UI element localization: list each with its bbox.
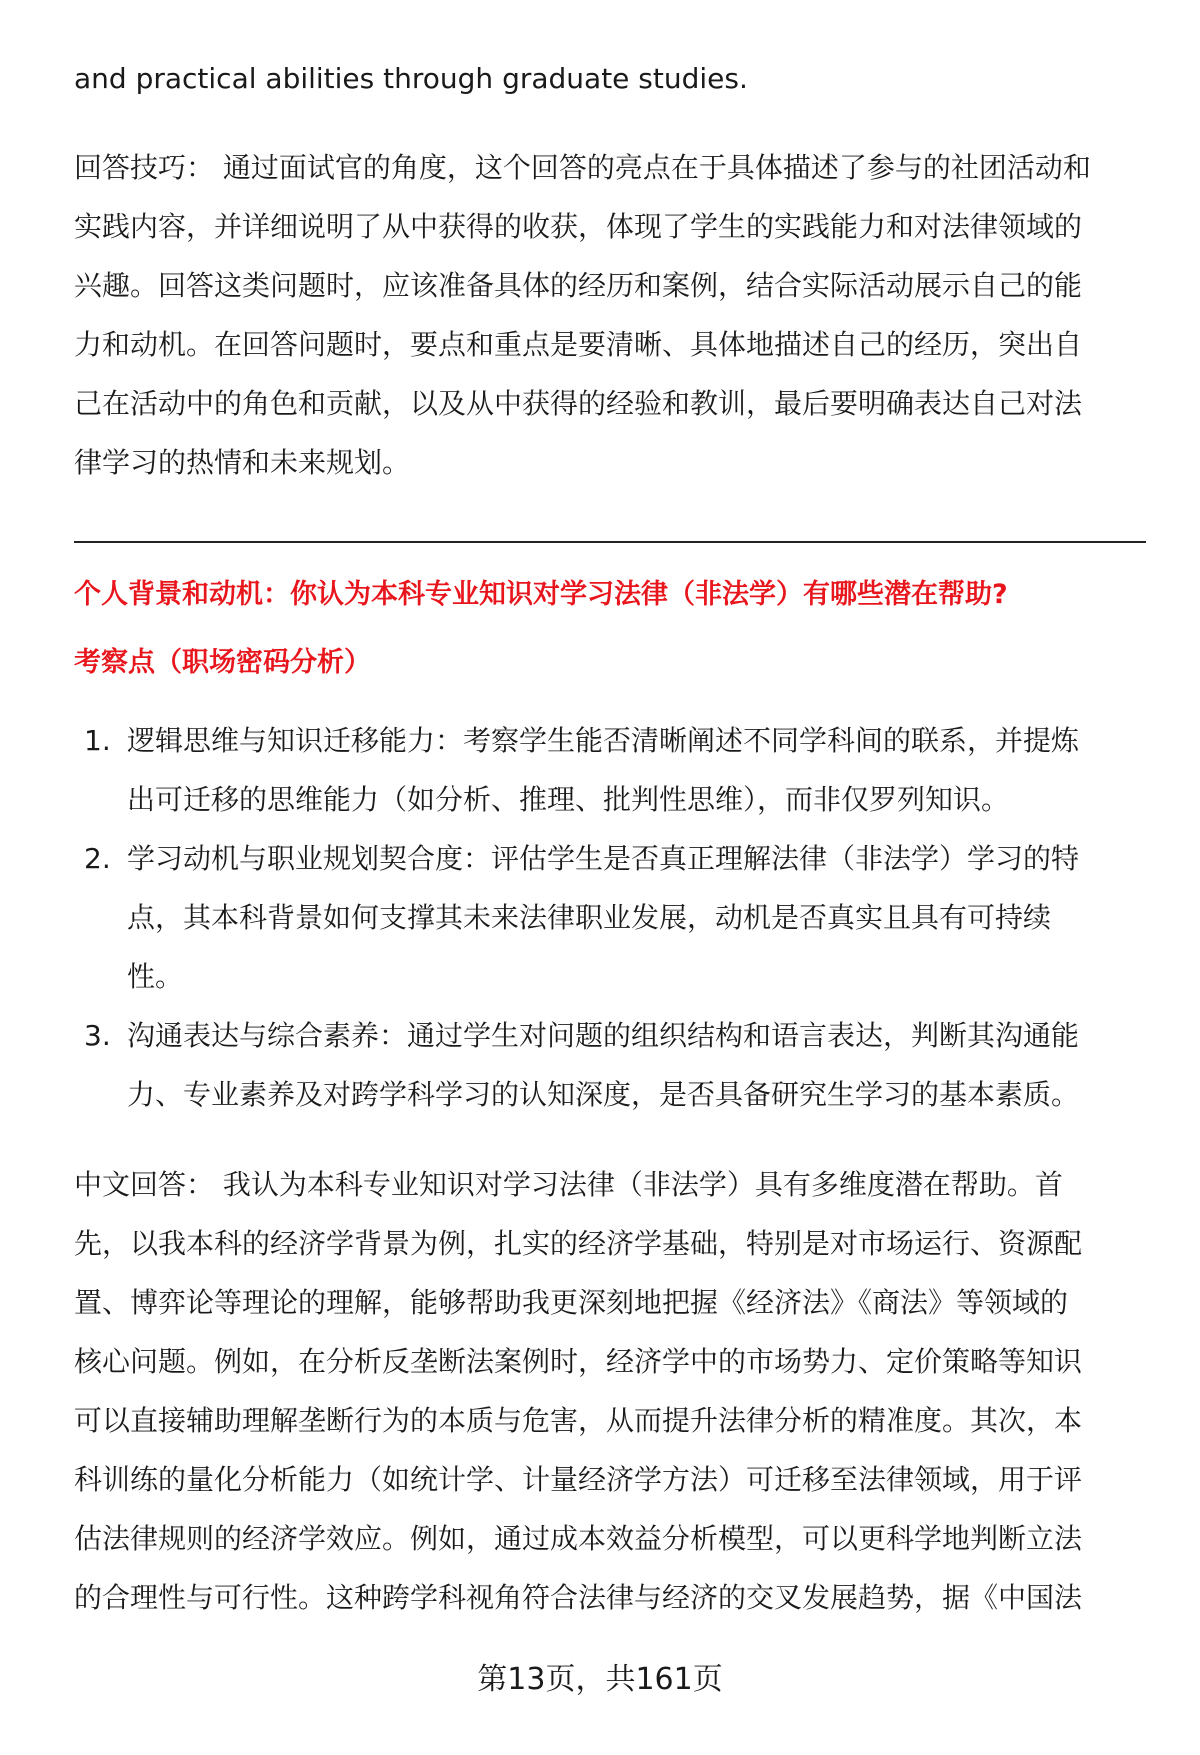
answer-line: 先，以我本科的经济学背景为例，扎实的经济学基础，特别是对市场运行、资源配: [74, 1227, 1083, 1260]
list-item-line: 点，其本科背景如何支撑其未来法律职业发展，动机是否真实且具有可持续: [127, 901, 1052, 934]
list-item-line: 性。: [127, 960, 184, 993]
list-item-line: 逻辑思维与知识迁移能力：考察学生能否清晰阐述不同学科间的联系，并提炼: [127, 724, 1080, 757]
list-number: 1.: [84, 724, 111, 757]
list-item-line: 力、专业素养及对跨学科学习的认知深度，是否具备研究生学习的基本素质。: [127, 1078, 1080, 1111]
answer-line: 置、博弈论等理论的理解，能够帮助我更深刻地把握《经济法》《商法》等领域的: [74, 1286, 1069, 1319]
list-number: 3.: [84, 1019, 111, 1052]
intro-tail-text: and practical abilities through graduate studies.: [74, 62, 748, 95]
list-item-line: 沟通表达与综合素养：通过学生对问题的组织结构和语言表达，判断其沟通能: [127, 1019, 1080, 1052]
tips-line: 力和动机。在回答问题时，要点和重点是要清晰、具体地描述自己的经历，突出自: [74, 328, 1083, 361]
answer-line: 的合理性与可行性。这种跨学科视角符合法律与经济的交叉发展趋势，据《中国法: [74, 1581, 1083, 1614]
analysis-heading: 考察点（职场密码分析）: [74, 647, 371, 678]
tips-line: 实践内容，并详细说明了从中获得的收获，体现了学生的实践能力和对法律领域的: [74, 210, 1083, 243]
tips-line: 律学习的热情和未来规划。: [74, 446, 411, 479]
question-heading: 个人背景和动机：你认为本科专业知识对学习法律（非法学）有哪些潜在帮助?: [74, 579, 1008, 610]
section-divider: [74, 541, 1146, 543]
answer-line: 估法律规则的经济学效应。例如，通过成本效益分析模型，可以更科学地判断立法: [74, 1522, 1083, 1555]
answer-line: 核心问题。例如，在分析反垄断法案例时，经济学中的市场势力、定价策略等知识: [74, 1345, 1083, 1378]
answer-line: 中文回答： 我认为本科专业知识对学习法律（非法学）具有多维度潜在帮助。首: [74, 1168, 1063, 1201]
answer-line: 科训练的量化分析能力（如统计学、计量经济学方法）可迁移至法律领域，用于评: [74, 1463, 1083, 1496]
tips-line: 兴趣。回答这类问题时，应该准备具体的经历和案例，结合实际活动展示自己的能: [74, 269, 1083, 302]
list-number: 2.: [84, 842, 111, 875]
list-item-line: 出可迁移的思维能力（如分析、推理、批判性思维），而非仅罗列知识。: [127, 783, 1010, 816]
page-number: 第13页，共161页: [477, 1662, 723, 1697]
answer-line: 可以直接辅助理解垄断行为的本质与危害，从而提升法律分析的精准度。其次，本: [74, 1404, 1083, 1437]
list-item-line: 学习动机与职业规划契合度：评估学生是否真正理解法律（非法学）学习的特: [127, 842, 1080, 875]
tips-line: 回答技巧： 通过面试官的角度，这个回答的亮点在于具体描述了参与的社团活动和: [74, 151, 1091, 184]
tips-line: 己在活动中的角色和贡献，以及从中获得的经验和教训，最后要明确表达自己对法: [74, 387, 1083, 420]
